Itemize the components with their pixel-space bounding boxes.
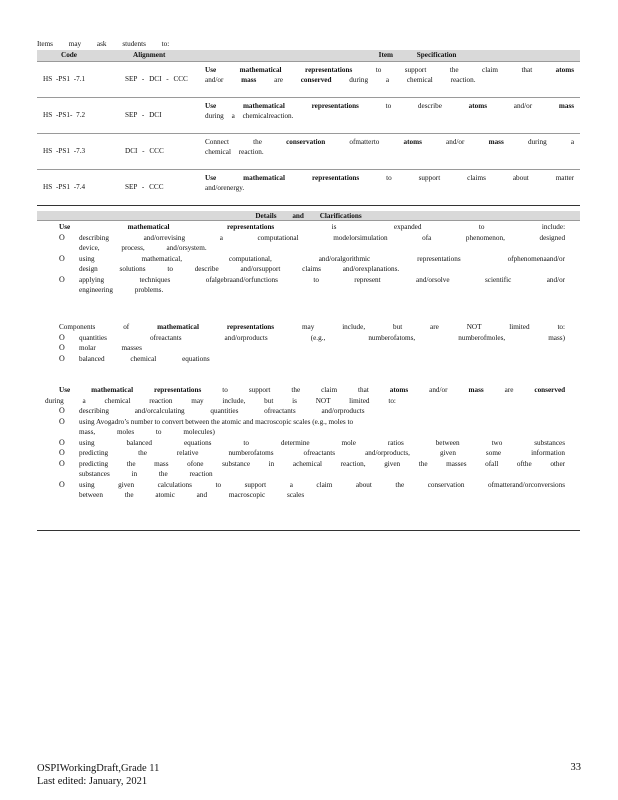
footer-last-edited: Last edited: January, 2021	[37, 776, 148, 787]
list-item	[59, 438, 565, 449]
table-row	[37, 133, 580, 169]
list-item-text: describing and/orcalculating quantities ofreactants and/orproducts	[79, 407, 365, 415]
item-specification: Connect the conservation ofmatterto atoms and/or mass during a chemical reaction.	[199, 133, 580, 169]
page-number: 33	[570, 762, 581, 773]
list-item	[59, 275, 565, 296]
list-item-text: using mathematical, computational, and/oralgorithmic representations ofphenomenaand/or design solutions to describe and/orsupport claims and/orexplanations.	[79, 254, 566, 273]
sub-bullet-icon: O	[59, 343, 65, 352]
item-alignment: SEP - CCC	[119, 169, 199, 205]
section-conservation	[45, 385, 565, 501]
sub-bullet-icon: O	[59, 458, 65, 468]
bullet-icon	[45, 222, 59, 233]
section-lead-text: Use mathematical representations is expanded to include:	[59, 223, 566, 231]
list-item	[59, 406, 565, 417]
list-item-text: predicting the mass ofone substance in achemical reaction, given the masses ofall ofthe other substances in the reaction	[79, 459, 566, 478]
sub-bullet-icon: O	[59, 406, 65, 415]
footer-draft-label: OSPIWorkingDraft,Grade 11	[37, 763, 160, 774]
table-row	[37, 97, 580, 133]
list-item	[59, 480, 565, 501]
sub-bullet-icon: O	[59, 353, 65, 363]
section-lead-text: Use mathematical representations to support the claim that atoms and/or mass are conserved	[59, 386, 566, 394]
item-code: HS -PS1 -7.1	[37, 61, 119, 97]
item-specification-table	[37, 50, 580, 206]
sub-bullet-icon: O	[59, 437, 65, 447]
table-row	[37, 169, 580, 205]
list-item-text: molar masses	[79, 344, 142, 352]
list-item-text: using Avogadro’s number to convert between the atomic and macroscopic scales (e.g., moles to mass, moles to molecules)	[79, 417, 354, 436]
spec-header: Item Specification	[199, 50, 580, 61]
list-item-text: applying techniques ofalgebraand/orfunctions to represent and/orsolve scientific and/or engineering problems.	[79, 275, 566, 294]
list-item-text: quantities ofreactants and/orproducts (e.g., numberofatoms, numberofmoles, mass)	[79, 333, 565, 342]
section-lead-continuation: during a chemical reaction may include, but is NOT limited to:	[45, 396, 396, 405]
sub-bullet-icon: O	[59, 274, 65, 284]
item-code: HS -PS1 -7.4	[37, 169, 119, 205]
list-item	[59, 459, 565, 480]
list-item-text: describing and/orrevising a computational modelorsimulation ofa phenomenon, designed device, process, and/orsystem.	[79, 233, 566, 252]
section-divider	[37, 530, 580, 531]
item-code: HS -PS1 -7.3	[37, 133, 119, 169]
list-item	[59, 233, 565, 254]
sub-bullet-icon: O	[59, 479, 65, 489]
list-item	[59, 333, 565, 344]
list-item	[59, 448, 565, 459]
footer	[37, 762, 159, 788]
table-header-row	[37, 50, 580, 61]
item-specification: Use mathematical representations to support the claim that atoms and/or mass are conserved during a chemical reaction.	[199, 61, 580, 97]
item-specification: Use mathematical representations to support claims about matter and/orenergy.	[199, 169, 580, 205]
section-lead-text: Components of mathematical representations may include, but are NOT limited to:	[59, 323, 566, 331]
item-code: HS -PS1- 7.2	[37, 97, 119, 133]
list-item-text: using given calculations to support a claim about the conservation ofmatterand/orconversions between the atomic and macroscopic scales	[79, 480, 566, 499]
list-item-text: using balanced equations to determine mole ratios between two substances	[79, 438, 565, 447]
sub-bullet-icon: O	[59, 232, 65, 242]
list-item-text: balanced chemical equations	[79, 354, 210, 363]
alignment-header: Alignment	[119, 50, 199, 61]
sub-bullet-icon: O	[59, 253, 65, 263]
list-item	[59, 343, 565, 354]
list-item	[59, 417, 565, 438]
item-specification: Use mathematical representations to describe atoms and/or mass during a chemicalreaction.	[199, 97, 580, 133]
sub-bullet-icon: O	[59, 416, 65, 426]
sub-bullet-icon: O	[59, 448, 65, 457]
item-alignment: DCI - CCC	[119, 133, 199, 169]
sub-bullet-icon: O	[59, 332, 65, 342]
list-item	[59, 254, 565, 275]
intro-text: Items may ask students to:	[37, 40, 170, 48]
bullet-icon	[45, 322, 59, 333]
list-item-text: predicting the relative numberofatoms ofreactants and/orproducts, given some information	[79, 449, 566, 457]
code-header: Code	[37, 50, 119, 61]
bullet-icon	[45, 385, 59, 396]
table-row	[37, 61, 580, 97]
item-alignment: SEP - DCI	[119, 97, 199, 133]
list-item	[59, 354, 565, 365]
section-expansion	[45, 222, 565, 296]
details-clarifications-header: Details and Clarifications	[37, 211, 580, 221]
section-components	[45, 322, 565, 364]
item-alignment: SEP - DCI - CCC	[119, 61, 199, 97]
